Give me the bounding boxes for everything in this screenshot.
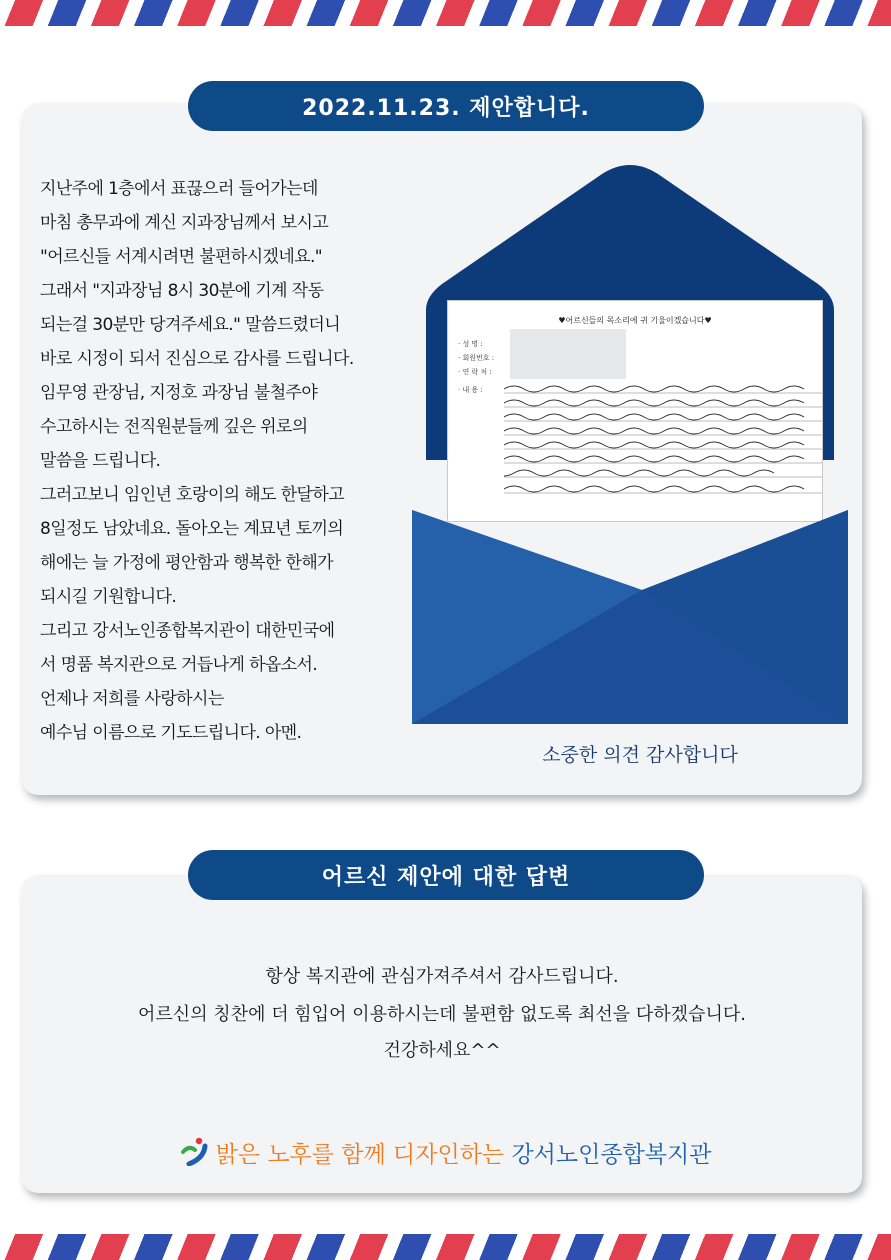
- letter-line: 바로 시정이 되서 진심으로 감사를 드립니다.: [40, 349, 354, 369]
- letter-line: 그래서 "지과장님 8시 30분에 기계 작동: [40, 281, 324, 301]
- letter-line: 예수님 이름으로 기도드립니다. 아멘.: [40, 723, 302, 743]
- redacted-area: [510, 329, 626, 379]
- reply-line: 건강하세요^^: [383, 1040, 501, 1061]
- suggestion-letter-text: [40, 172, 410, 750]
- letter-line: 임무영 관장님, 지정호 과장님 불철주야: [40, 383, 318, 403]
- form-content-label: · 내 용 :: [458, 386, 483, 394]
- reply-title: 어르신 제안에 대한 답변: [188, 850, 704, 900]
- form-title: ♥어르신들의 목소리에 귀 기울이겠습니다♥: [558, 316, 712, 325]
- letter-line: 서 명품 복지관으로 거듭나게 하옵소서.: [40, 655, 318, 675]
- logo-icon: [180, 1136, 210, 1172]
- letter-line: 지난주에 1층에서 표끊으러 들어가는데: [40, 179, 318, 199]
- letter-line: "어르신들 서계시려면 불편하시겠네요.": [40, 247, 323, 267]
- reply-line: 어르신의 칭찬에 더 힘입어 이용하시는데 불편함 없도록 최선을 다하겠습니다.: [138, 1004, 746, 1025]
- letter-line: 되는걸 30분만 당겨주세요." 말씀드렸더니: [40, 315, 341, 335]
- letter-line: 그리고 강서노인종합복지관이 대한민국에: [40, 621, 335, 641]
- suggestion-title: 2022.11.23. 제안합니다.: [188, 81, 704, 131]
- slogan-orange: 밝은 노후를 함께 디자인하는: [215, 1142, 505, 1168]
- letter-line: 8일정도 남았네요. 돌아오는 계묘년 토끼의: [40, 519, 344, 539]
- handwriting-scribble: [504, 381, 823, 521]
- letter-line: 언제나 저희를 사랑하시는: [40, 689, 224, 709]
- form-name-label: · 성 명 :: [458, 340, 483, 348]
- letter-line: 그러고보니 임인년 호랑이의 해도 한달하고: [40, 485, 345, 505]
- thanks-caption: 소중한 의견 감사합니다: [542, 744, 738, 766]
- form-contact-label: · 연 락 처 :: [458, 368, 492, 376]
- slogan-blue: 강서노인종합복지관: [511, 1142, 712, 1168]
- handwritten-letter: [447, 300, 823, 522]
- envelope-front: [412, 510, 848, 728]
- letter-line: 수고하시는 전직원분들께 깊은 위로의: [40, 417, 308, 437]
- letter-line: 말씀을 드립니다.: [40, 451, 161, 471]
- form-member-label: · 회원번호 :: [458, 354, 495, 362]
- letter-line: 마침 총무과에 계신 지과장님께서 보시고: [40, 213, 329, 233]
- footer-slogan: [0, 1136, 891, 1172]
- airmail-stripe-bottom: [0, 1234, 891, 1260]
- letter-line: 해에는 늘 가정에 평안함과 행복한 한해가: [40, 553, 333, 573]
- letter-line: 되시길 기원합니다.: [40, 587, 177, 607]
- reply-line: 항상 복지관에 관심가져주셔서 감사드립니다.: [265, 966, 619, 987]
- airmail-stripe-top: [0, 0, 891, 26]
